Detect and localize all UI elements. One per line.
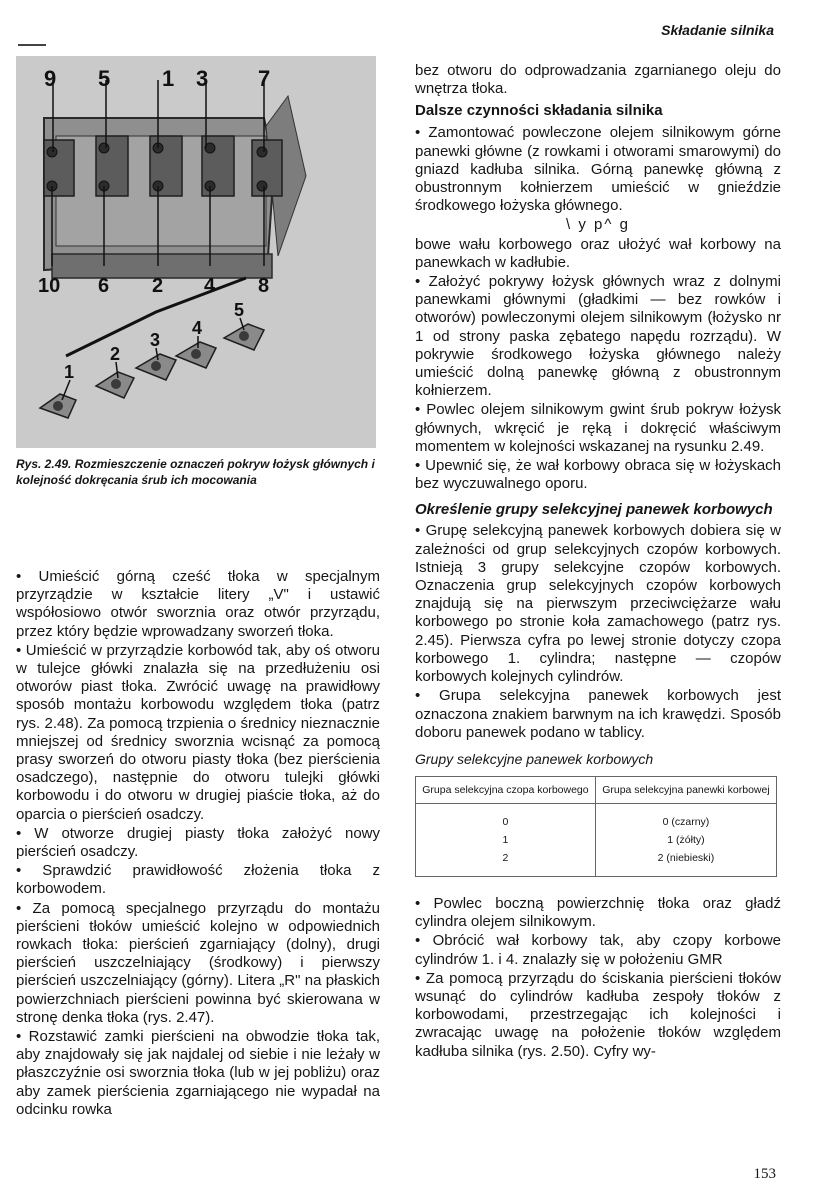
left-paragraph: • W otworze drugiej piasty tłoka założyć nowy pierścień osadczy.	[16, 824, 380, 861]
section-title: Składanie silnika	[661, 22, 774, 38]
header-rule	[18, 44, 46, 46]
right-paragraph: • Zamontować powleczone olejem silnikowym górne panewki główne (z rowkami i otworami smarowymi) do gniazd kadłuba silnika. Górną panewkę główną z obustronnym kołnierzem umieścić w gnieździe środkowego łożyska głównego.	[415, 124, 781, 215]
fig-label-cap: 4	[192, 318, 203, 338]
fig-label-top: 9	[44, 66, 57, 91]
figure-caption: Rys. 2.49. Rozmieszczenie oznaczeń pokryw łożysk głównych i kolejność dokręcania śrub ich mocowania	[16, 457, 375, 487]
left-paragraph: • Umieścić górną cześć tłoka w specjalnym przyrządzie w kształcie litery „V" i ustawić współosiowo otwór sworznia oraz otwór przyrządu, przez który będzie wprowadzany sworzeń tłoka.	[16, 568, 380, 640]
right-paragraph: • Upewnić się, że wał korbowy obraca się w łożyskach bez wyczuwalnego oporu.	[415, 457, 781, 493]
right-paragraph: • Powlec boczną powierzchnię tłoka oraz gładź cylindra olejem silnikowym.	[415, 894, 781, 931]
left-column	[16, 56, 380, 1120]
table-cell: 0 1 2	[416, 803, 596, 876]
left-paragraph: • Za pomocą specjalnego przyrządu do montażu pierścieni tłoków umieścić kolejno w odpowiednich rowkach tłoka: pierścień zgarniający (dolny), drugi pierścień uszczelniający (środkowy) i pierwszy pierścień uszczelniający (górny). Litera „R" na płaskich powierzchniach pierścieni powinna być skierowana w stronę denka tłoka (rys. 2.47).	[16, 899, 380, 1026]
fig-label-top: 5	[98, 66, 111, 91]
torn-text-line: \ y p^ g	[566, 216, 630, 234]
right-column	[415, 62, 781, 1062]
fig-label-bottom: 8	[258, 275, 270, 297]
table-header-cell: Grupa selekcyjna panewki korbowej	[595, 776, 776, 803]
fig-label-bottom: 4	[204, 275, 216, 297]
subsection-heading: Określenie grupy selekcyjnej panewek korbowych	[415, 501, 773, 519]
right-paragraph: • Założyć pokrywy łożysk głównych wraz z dolnymi panewkami głównymi (gładkimi — bez rowków i otworów) powleczonymi olejem silnikowym (łożysko nr 1 od strony paska zębatego napędu rozrządu). W pokrywie środkowego łożyska głównego należy umieścić dolną panewkę główną z obustronnym kołnierzem.	[415, 273, 781, 400]
page-number: 153	[753, 1166, 776, 1182]
fig-label-top: 7	[258, 66, 271, 91]
right-paragraph: • Za pomocą przyrządu do ściskania pierścieni tłoków wsunąć do cylindrów kadłuba zespoły tłoków z korbowodami, przestrzegając ich kolejności i zwracając uwagę na położenie tłoków względem kadłuba silnika (rys. 2.50). Cyfry wy-	[415, 969, 781, 1060]
engine-block-photo	[16, 56, 376, 448]
fig-label-cap: 2	[110, 344, 121, 364]
right-paragraph: bowe wału korbowego oraz ułożyć wał korbowy na panewkach w kadłubie.	[415, 235, 781, 271]
figure-main-bearing-caps	[16, 56, 376, 448]
fig-label-bottom: 10	[38, 275, 61, 297]
left-paragraph: • Rozstawić zamki pierścieni na obwodzie tłoka tak, aby znajdowały się jak najdalej od siebie i nie leżały w płaszczyźnie osi sworznia tłoka (lub w jej pobliżu) oraz aby zamek pierścienia zgarniającego nie wypadał na odcinku rowka	[16, 1028, 380, 1118]
fig-label-cap: 5	[234, 300, 245, 320]
table-row	[416, 803, 777, 876]
table-caption: Grupy selekcyjne panewek korbowych	[415, 750, 654, 767]
left-paragraph: • Umieścić w przyrządzie korbowód tak, aby oś otworu w tulejce główki znalazła się na przedłużeniu osi otworów piast tłoka. Zwrócić uwagę na prawidłowy sposób montażu korbowodu względem tłoka (patrz rys. 2.48). Za pomocą trzpienia o średnicy nieznacznie mniejszej od średnicy sworznia wcisnąć za pomocą prasy sworzeń do otworu piasty tłoka (bez pierścienia osadczego), następnie do otworu tulejki główki korbowodu i do otworu w drugiej piaście tłoka, aż do oparcia o pierścień osadczy.	[16, 641, 380, 823]
fig-label-top: 3	[196, 66, 209, 91]
right-paragraph: • Grupę selekcyjną panewek korbowych dobiera się w zależności od grup selekcyjnych czopów korbowych. Istnieją 3 grupy selekcyjne czopów korbowych. Oznaczenia grup selekcyjnych czopów korbowych znajdują się na pierwszym przeciwciężarze wału korbowego po stronie koła zamachowego (patrz rys. 2.45). Pierwsza cyfra po lewej stronie dotyczy czopa korbowego 1. cylindra; następne — czopów korbowych kolejnych cylindrów.	[415, 522, 781, 686]
selection-group-table	[415, 776, 777, 877]
fig-label-top: 1	[162, 66, 175, 91]
table-cell: 0 (czarny) 1 (żółty) 2 (niebieski)	[595, 803, 776, 876]
right-paragraph: bez otworu do odprowadzania zgarnianego oleju do wnętrza tłoka.	[415, 62, 781, 98]
right-paragraph: • Powlec olejem silnikowym gwint śrub pokryw łożysk głównych, wkręcić je ręką i dokręcić właściwym momentem w kolejności wskazanej na rysunku 2.49.	[415, 401, 781, 455]
fig-label-bottom: 6	[98, 275, 110, 297]
right-paragraph: • Obrócić wał korbowy tak, aby czopy korbowe cylindrów 1. i 4. znalazły się w położeniu GMR	[415, 932, 781, 968]
fig-label-cap: 3	[150, 330, 161, 350]
right-paragraph: • Grupa selekcyjna panewek korbowych jest oznaczona znakiem barwnym na ich krawędzi. Sposób doboru panewek podano w tablicy.	[415, 687, 781, 741]
table-header-cell: Grupa selekcyjna czopa korbowego	[416, 776, 596, 803]
left-paragraph: • Sprawdzić prawidłowość złożenia tłoka z korbowodem.	[16, 862, 380, 898]
fig-label-bottom: 2	[152, 275, 164, 297]
fig-label-cap: 1	[64, 362, 75, 382]
section-heading: Dalsze czynności składania silnika	[415, 102, 663, 120]
